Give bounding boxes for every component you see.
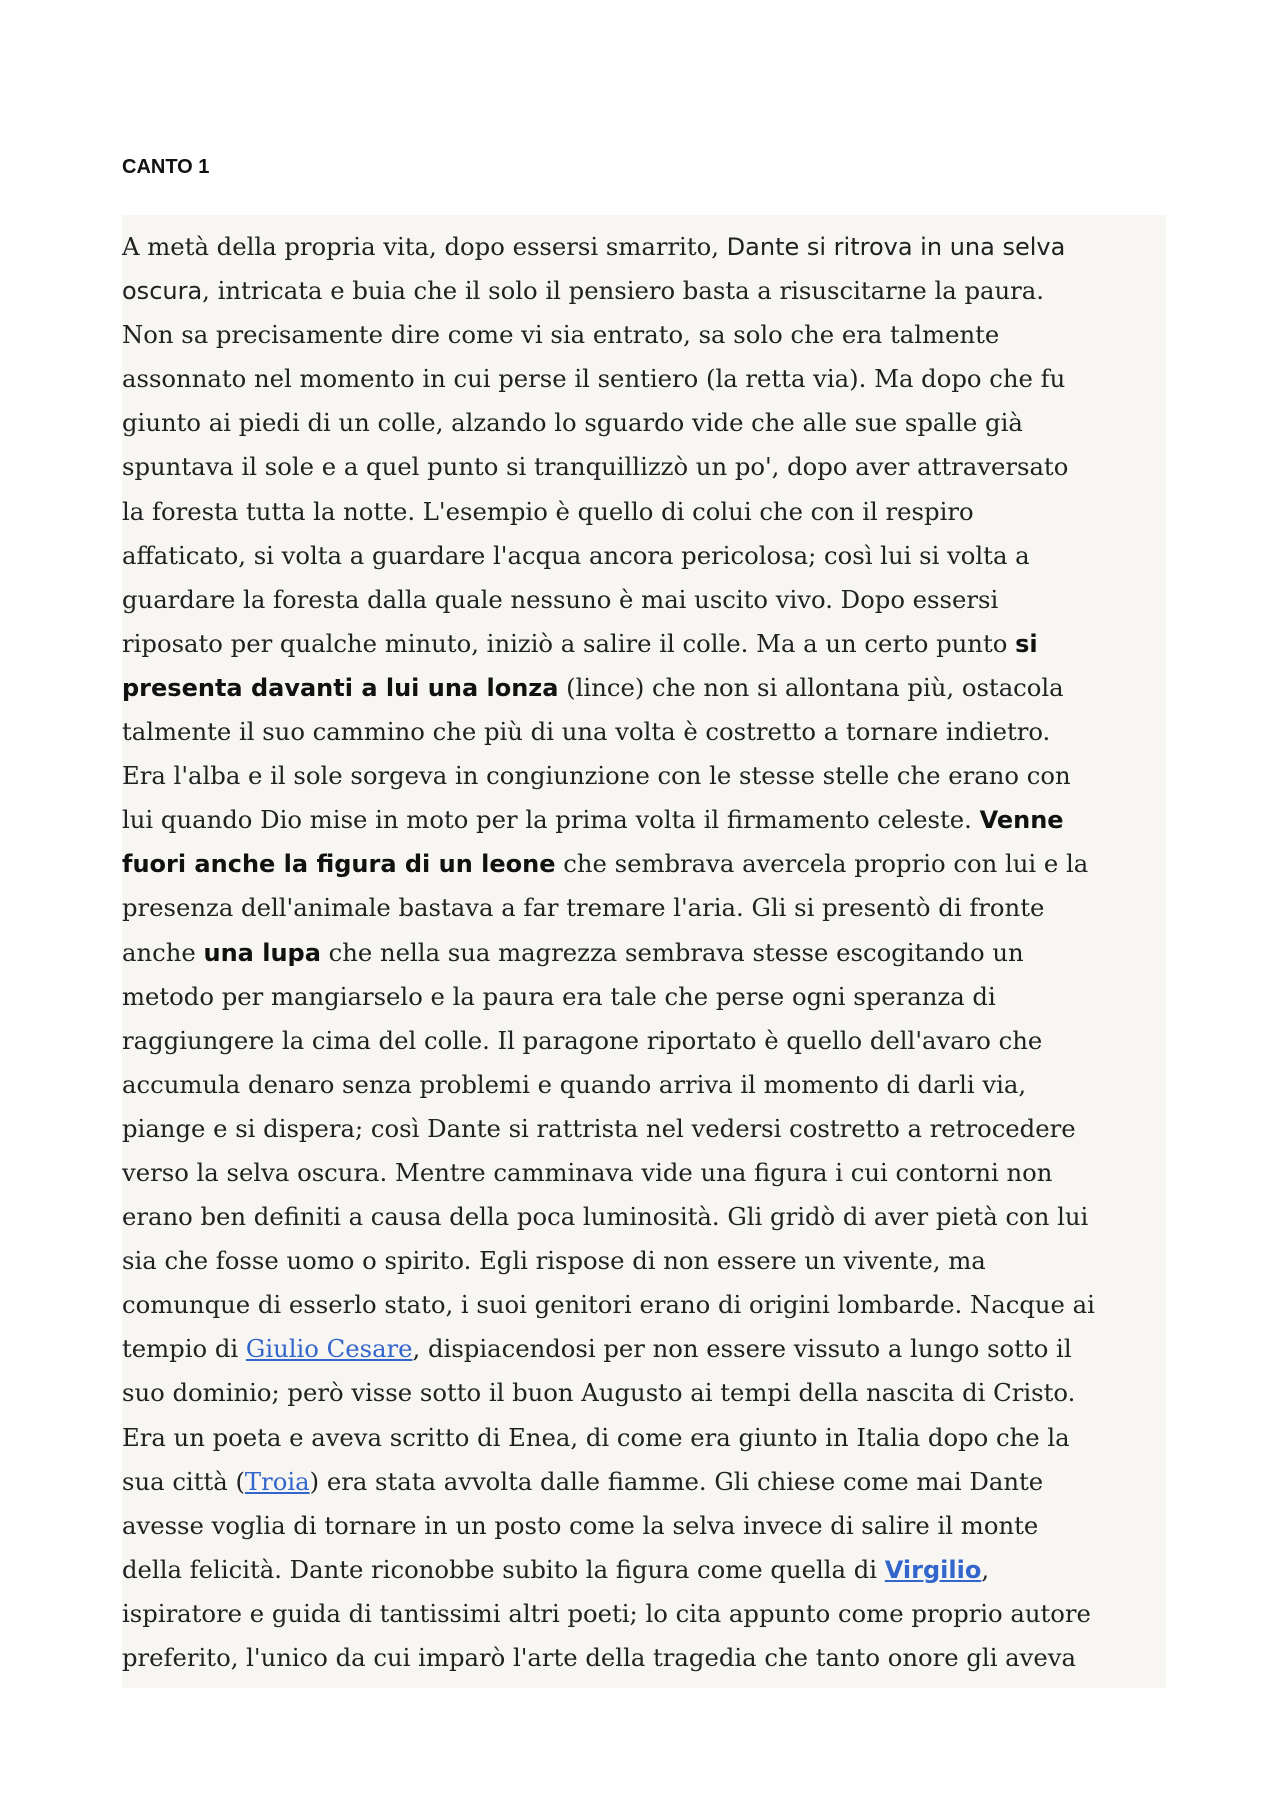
inline-link[interactable]: Giulio Cesare [245,1334,413,1364]
inline-link[interactable]: Troia [244,1466,310,1496]
text-segment: spuntava il sole e a quel punto si tranquillizzò un po', dopo aver attraversato [122,452,1069,482]
text-line [122,1504,1166,1548]
text-line [122,1019,1166,1063]
text-line [122,578,1166,622]
text-line [122,445,1166,489]
text-line [122,1416,1166,1460]
text-segment: ispiratore e guida di tantissimi altri poeti; lo cita appunto come proprio autore [122,1598,1091,1628]
text-line [122,1548,1166,1592]
text-line [122,269,1166,313]
text-segment: verso la selva oscura. Mentre camminava vide una figura i cui contorni non [122,1157,1053,1187]
text-line [122,622,1166,666]
bold-text: si [1015,629,1038,658]
text-line [122,534,1166,578]
text-line [122,931,1166,975]
text-line [122,1195,1166,1239]
text-line [122,1636,1166,1680]
text-segment: Era un poeta e aveva scritto di Enea, di come era giunto in Italia dopo che la [122,1422,1070,1452]
bold-text: Venne [979,806,1064,835]
text-segment: che nella sua magrezza sembrava stesse escogitando un [320,937,1024,967]
emphasis-text: oscura [122,277,203,306]
text-segment: , dispiacendosi per non essere vissuto a lungo sotto il [412,1334,1072,1364]
inline-link-bold[interactable]: Virgilio [884,1555,982,1584]
text-segment: , [981,1554,990,1584]
text-line [122,357,1166,401]
text-line [122,1592,1166,1636]
text-segment: comunque di esserlo stato, i suoi genitori erano di origini lombarde. Nacque ai [122,1290,1095,1320]
bold-text: una lupa [203,938,321,967]
text-segment: piange e si dispera; così Dante si rattrista nel vedersi costretto a retrocedere [122,1113,1076,1143]
text-line [122,490,1166,534]
text-line [122,975,1166,1019]
text-line [122,886,1166,930]
text-line [122,710,1166,754]
text-segment: anche [122,937,204,967]
text-segment: affaticato, si volta a guardare l'acqua ancora pericolosa; così lui si volta a [122,540,1030,570]
text-segment: ) era stata avvolta dalle fiamme. Gli chiese come mai Dante [309,1466,1044,1496]
text-line [122,754,1166,798]
text-segment: tempio di [122,1334,246,1364]
text-segment: avesse voglia di tornare in un posto come la selva invece di salire il monte [122,1510,1039,1540]
text-line [122,842,1166,886]
text-segment: riposato per qualche minuto, iniziò a salire il colle. Ma a un certo punto [122,628,1016,658]
text-segment: sia che fosse uomo o spirito. Egli rispose di non essere un vivente, ma [122,1246,986,1276]
text-line [122,1063,1166,1107]
text-line [122,1107,1166,1151]
text-line [122,1239,1166,1283]
text-segment: assonnato nel momento in cui perse il sentiero (la retta via). Ma dopo che fu [122,364,1066,394]
text-line [122,1283,1166,1327]
text-line [122,401,1166,445]
text-segment: metodo per mangiarselo e la paura era tale che perse ogni speranza di [122,981,996,1011]
emphasis-text: Dante si ritrova in una selva [726,233,1066,261]
text-line [122,225,1166,269]
text-segment: (lince) che non si allontana più, ostacola [558,672,1064,702]
text-segment: talmente il suo cammino che più di una volta è costretto a tornare indietro. [122,717,1051,747]
text-segment: lui quando Dio mise in moto per la prima volta il firmamento celeste. [122,805,980,835]
text-segment: accumula denaro senza problemi e quando arriva il momento di darli via, [122,1069,1027,1099]
canto-heading: CANTO 1 [122,156,210,178]
text-line [122,1151,1166,1195]
bold-text: presenta davanti a lui una lonza [122,673,559,702]
text-line [122,1327,1166,1371]
text-segment: la foresta tutta la notte. L'esempio è quello di colui che con il respiro [122,496,974,526]
text-line [122,1371,1166,1415]
text-segment: erano ben definiti a causa della poca luminosità. Gli gridò di aver pietà con lui [122,1202,1089,1232]
text-line [122,666,1166,710]
canto-summary-passage [122,215,1166,1688]
text-segment: Non sa precisamente dire come vi sia entrato, sa solo che era talmente [122,320,1000,350]
text-segment: della felicità. Dante riconobbe subito la figura come quella di [122,1554,885,1584]
text-line [122,798,1166,842]
text-line [122,313,1166,357]
text-segment: presenza dell'animale bastava a far tremare l'aria. Gli si presentò di fronte [122,893,1045,923]
text-segment: giunto ai piedi di un colle, alzando lo sguardo vide che alle sue spalle già [122,408,1023,438]
text-segment: guardare la foresta dalla quale nessuno è mai uscito vivo. Dopo essersi [122,584,999,614]
text-segment: che sembrava avercela proprio con lui e la [555,849,1089,879]
text-line [122,1460,1166,1504]
text-segment: preferito, l'unico da cui imparò l'arte della tragedia che tanto onore gli aveva [122,1643,1076,1672]
text-segment: A metà della propria vita, dopo essersi smarrito, [122,232,727,261]
text-segment: suo dominio; però visse sotto il buon Augusto ai tempi della nascita di Cristo. [122,1378,1076,1408]
text-segment: sua città ( [122,1466,245,1496]
text-segment: raggiungere la cima del colle. Il paragone riportato è quello dell'avaro che [122,1025,1043,1055]
bold-text: fuori anche la figura di un leone [122,850,556,879]
text-segment: , intricata e buia che il solo il pensiero basta a risuscitarne la paura. [202,276,1044,306]
text-segment: Era l'alba e il sole sorgeva in congiunzione con le stesse stelle che erano con [122,761,1071,791]
